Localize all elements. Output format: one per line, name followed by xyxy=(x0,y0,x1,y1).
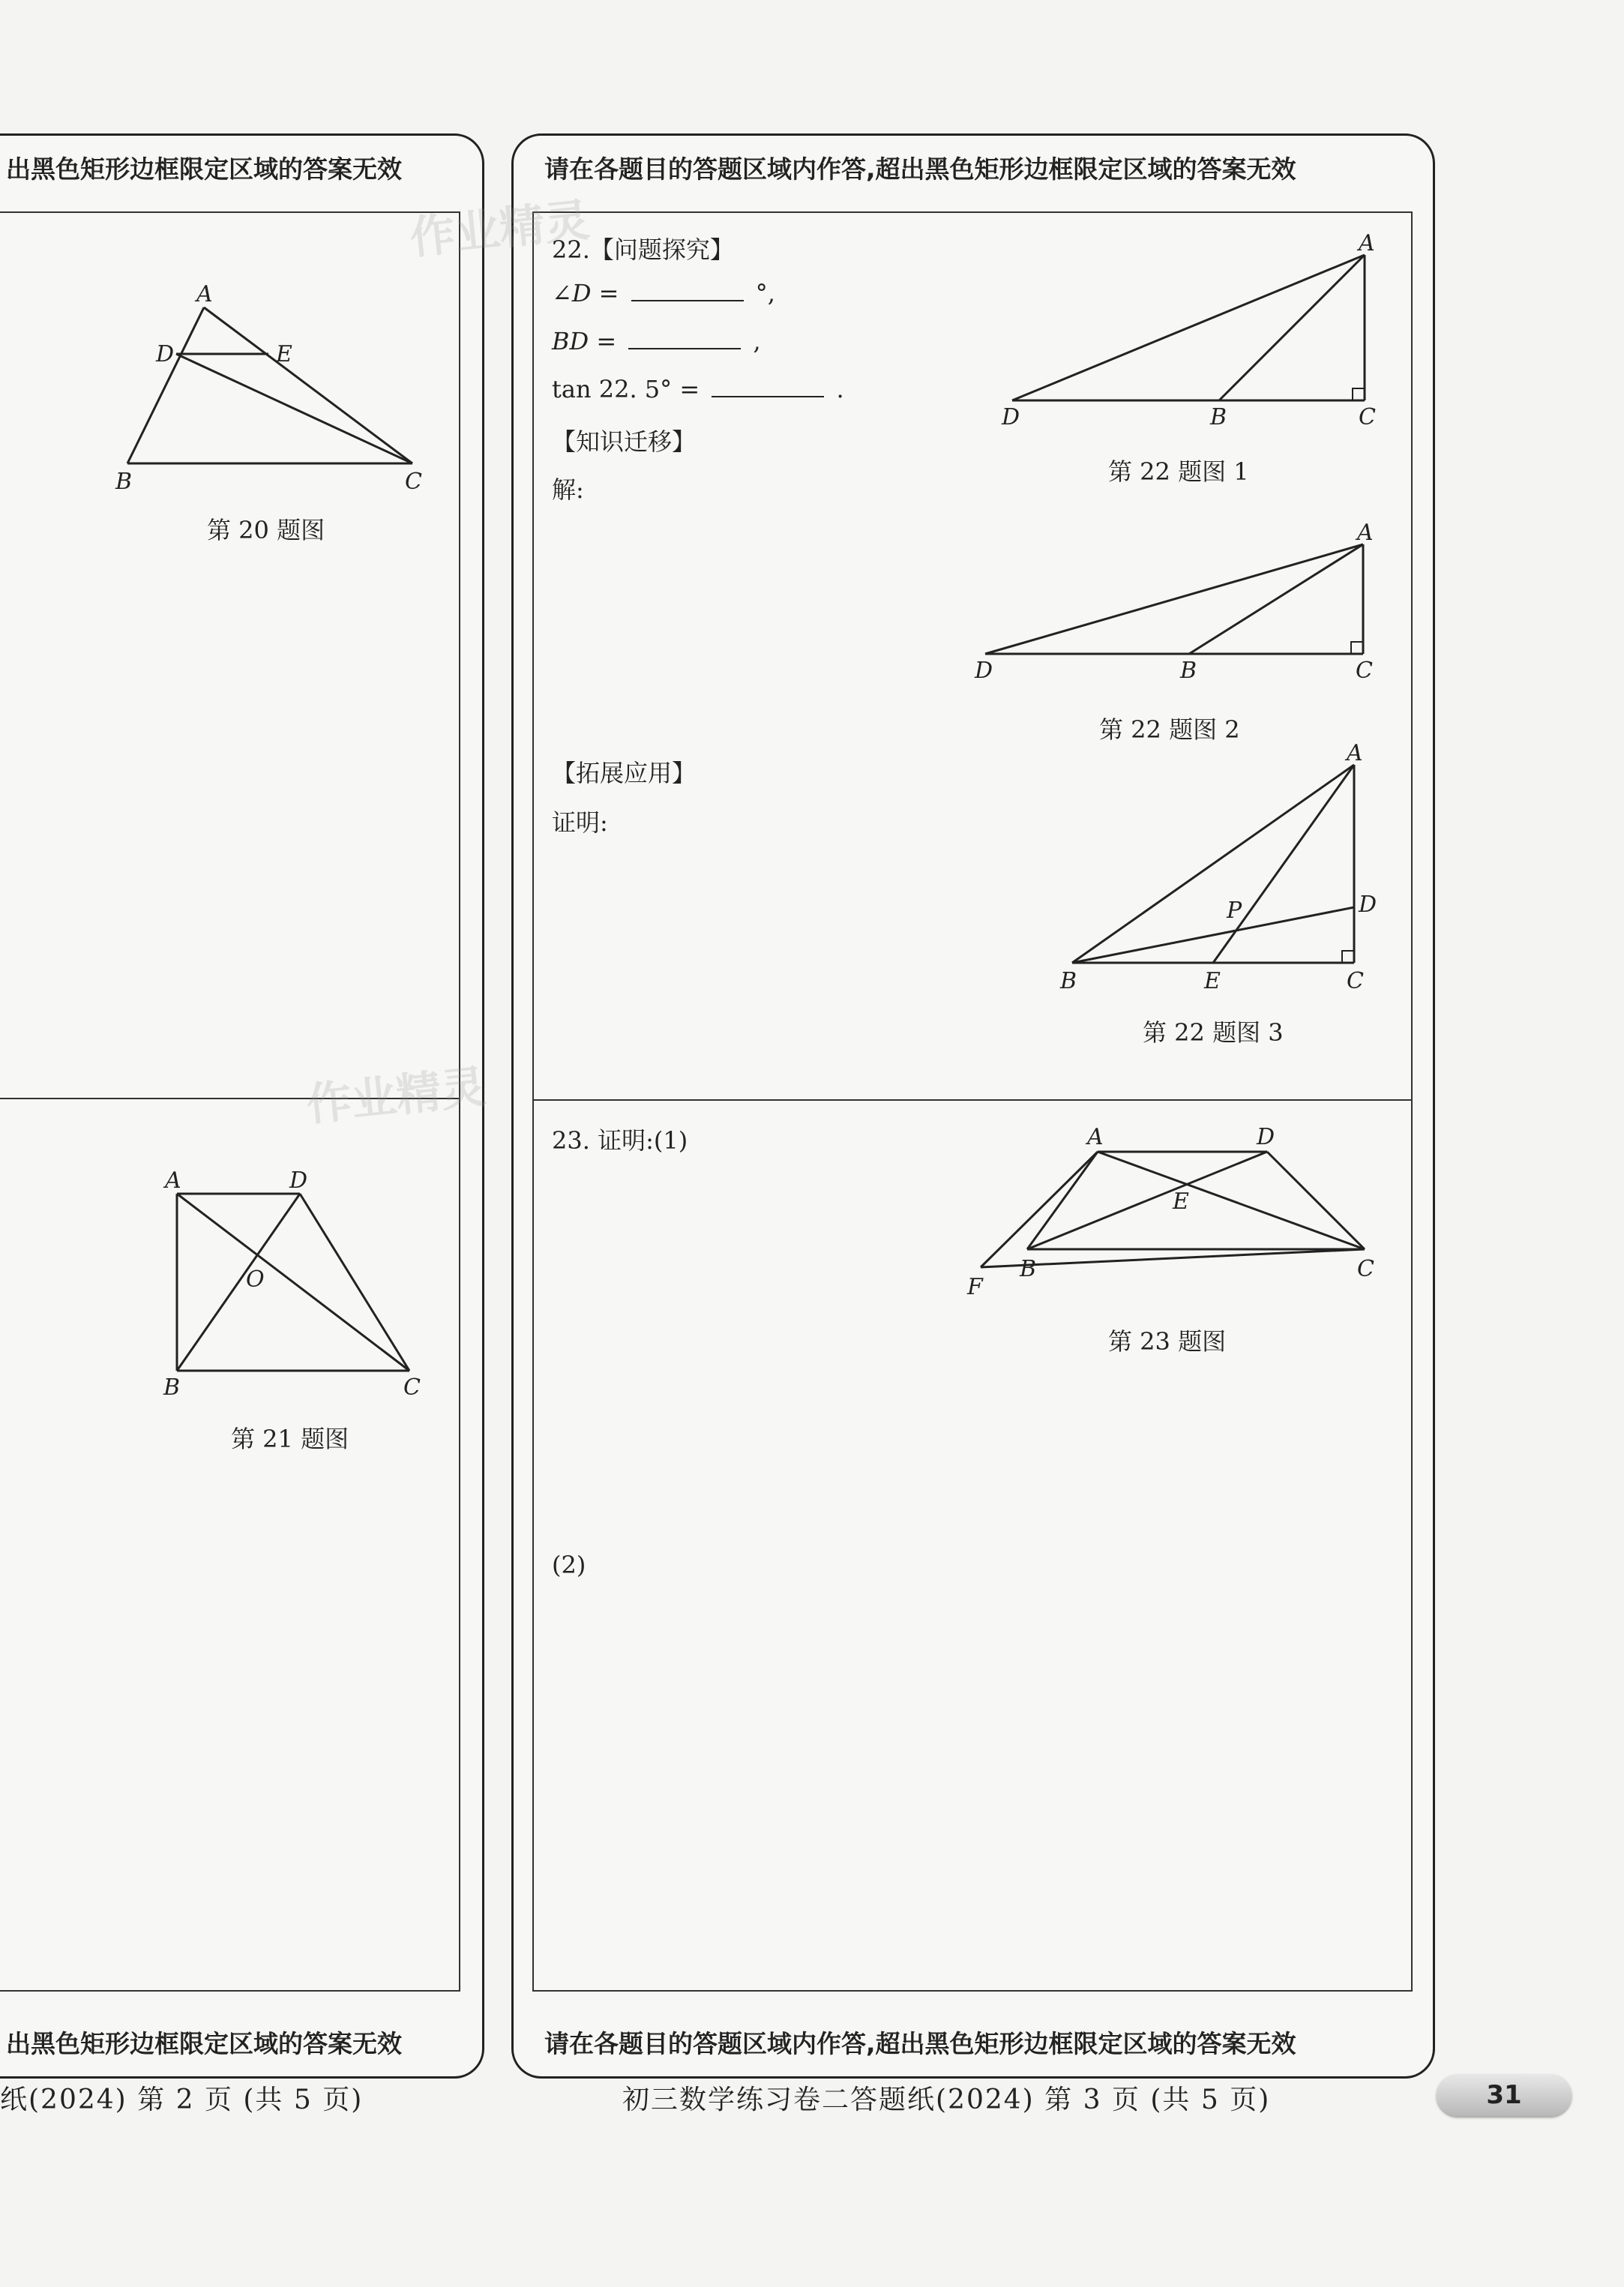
fig22-2-ab xyxy=(1189,544,1363,654)
fig21-db xyxy=(177,1194,300,1371)
q22-bd-suffix: , xyxy=(753,327,761,355)
q22-solve-label: 解: xyxy=(552,475,584,504)
q22-tan-line xyxy=(552,375,844,403)
watermark-middle: 作业精灵 xyxy=(304,1060,489,1132)
fig22-1-label-d: D xyxy=(1002,404,1020,430)
fig22-1-label-a: A xyxy=(1359,230,1375,256)
fig21-label-d: D xyxy=(289,1167,308,1194)
fig21-label-b: B xyxy=(163,1374,181,1401)
fig20-dc xyxy=(176,354,412,463)
fig22-3-bd xyxy=(1072,907,1354,963)
fig20-label-a: A xyxy=(196,281,213,307)
fig22-3-label-c: C xyxy=(1347,968,1364,994)
right-divider xyxy=(532,1099,1411,1101)
fig23-label-d: D xyxy=(1257,1124,1275,1150)
left-banner-bottom: 出黑色矩形边框限定区域的答案无效 xyxy=(6,2029,402,2058)
fig23-fc xyxy=(981,1249,1365,1267)
fig20-label-e: E xyxy=(276,341,292,367)
fig22-3-caption: 第 22 题图 3 xyxy=(1143,1018,1284,1047)
left-banner-top: 出黑色矩形边框限定区域的答案无效 xyxy=(6,154,402,184)
fig22-1-ab xyxy=(1219,255,1365,400)
footer-left: 纸(2024) 第 2 页 (共 5 页) xyxy=(0,2085,364,2115)
fig22-3-ae xyxy=(1213,765,1354,963)
figure-22-1 xyxy=(990,230,1440,430)
right-answer-box xyxy=(532,211,1413,1992)
fig20-label-c: C xyxy=(405,469,422,495)
fig22-1-label-c: C xyxy=(1359,404,1376,430)
right-banner-bottom: 请在各题目的答题区域内作答,超出黑色矩形边框限定区域的答案无效 xyxy=(544,2029,1296,2058)
q23-part2: (2) xyxy=(552,1551,586,1579)
fig23-label-f: F xyxy=(967,1274,983,1300)
fig23-label-e: E xyxy=(1173,1188,1189,1215)
q23-title: 23. 证明:(1) xyxy=(552,1126,688,1155)
q22-section-extend: 【拓展应用】 xyxy=(552,759,697,787)
fig22-3-ab xyxy=(1072,765,1354,963)
q22-bd-prefix: BD = xyxy=(552,327,617,355)
fig21-caption: 第 21 题图 xyxy=(231,1425,349,1453)
fig21-dc xyxy=(300,1194,409,1371)
q22-bd-line xyxy=(552,327,761,355)
q22-title: 22.【问题探究】 xyxy=(552,235,734,264)
figure-20 xyxy=(105,270,555,540)
page-number-badge: 31 xyxy=(1437,2074,1572,2116)
q22-tan-blank[interactable] xyxy=(712,396,824,397)
fig20-caption: 第 20 题图 xyxy=(207,516,325,544)
fig22-2-caption: 第 22 题图 2 xyxy=(1099,715,1240,744)
fig22-3-label-a: A xyxy=(1347,740,1363,766)
fig22-2-label-b: B xyxy=(1180,658,1197,684)
fig22-1-label-b: B xyxy=(1210,404,1227,430)
fig22-2-label-a: A xyxy=(1357,520,1374,546)
right-banner-top: 请在各题目的答题区域内作答,超出黑色矩形边框限定区域的答案无效 xyxy=(544,154,1296,184)
q22-angle-blank[interactable] xyxy=(631,300,744,301)
fig22-1-caption: 第 22 题图 1 xyxy=(1108,457,1249,486)
fig22-2-right-angle xyxy=(1351,642,1363,654)
fig21-label-c: C xyxy=(403,1374,421,1401)
fig22-2-label-c: C xyxy=(1356,658,1373,684)
fig22-3-right-angle xyxy=(1342,951,1354,963)
q22-angle-suffix: °, xyxy=(755,279,775,307)
fig23-caption: 第 23 题图 xyxy=(1108,1327,1227,1356)
fig21-label-o: O xyxy=(246,1266,265,1293)
q22-bd-blank[interactable] xyxy=(628,348,741,349)
q22-angle-line xyxy=(552,279,775,307)
footer-right: 初三数学练习卷二答题纸(2024) 第 3 页 (共 5 页) xyxy=(622,2085,1271,2115)
watermark-top: 作业精灵 xyxy=(407,193,592,265)
fig20-label-d: D xyxy=(156,341,175,367)
fig20-ac xyxy=(204,307,412,463)
figure-23 xyxy=(960,1107,1410,1302)
q22-tan-prefix: tan 22. 5° = xyxy=(552,375,700,403)
fig22-3-label-e: E xyxy=(1204,968,1221,994)
fig22-3-label-d: D xyxy=(1359,892,1377,918)
fig23-label-c: C xyxy=(1357,1256,1374,1282)
figure-22-3 xyxy=(1050,742,1440,997)
fig20-label-b: B xyxy=(115,469,133,495)
fig21-label-a: A xyxy=(165,1167,181,1194)
fig22-1-right-angle xyxy=(1353,388,1365,400)
figure-22-2 xyxy=(967,520,1432,684)
fig23-label-a: A xyxy=(1087,1124,1104,1150)
fig20-ab xyxy=(127,307,204,463)
q22-tan-suffix: . xyxy=(836,375,844,403)
q22-prove-label: 证明: xyxy=(552,808,608,837)
fig22-3-label-b: B xyxy=(1060,968,1077,994)
fig22-2-label-d: D xyxy=(975,658,993,684)
fig22-3-label-p: P xyxy=(1227,898,1242,924)
fig22-1-ad xyxy=(1012,255,1365,400)
fig23-dc xyxy=(1267,1152,1365,1249)
fig21-ac xyxy=(177,1194,409,1371)
q22-section-knowledge: 【知识迁移】 xyxy=(552,427,697,456)
q22-angle-prefix: ∠D = xyxy=(552,279,619,307)
fig23-label-b: B xyxy=(1020,1256,1037,1282)
fig22-2-ad xyxy=(985,544,1363,654)
